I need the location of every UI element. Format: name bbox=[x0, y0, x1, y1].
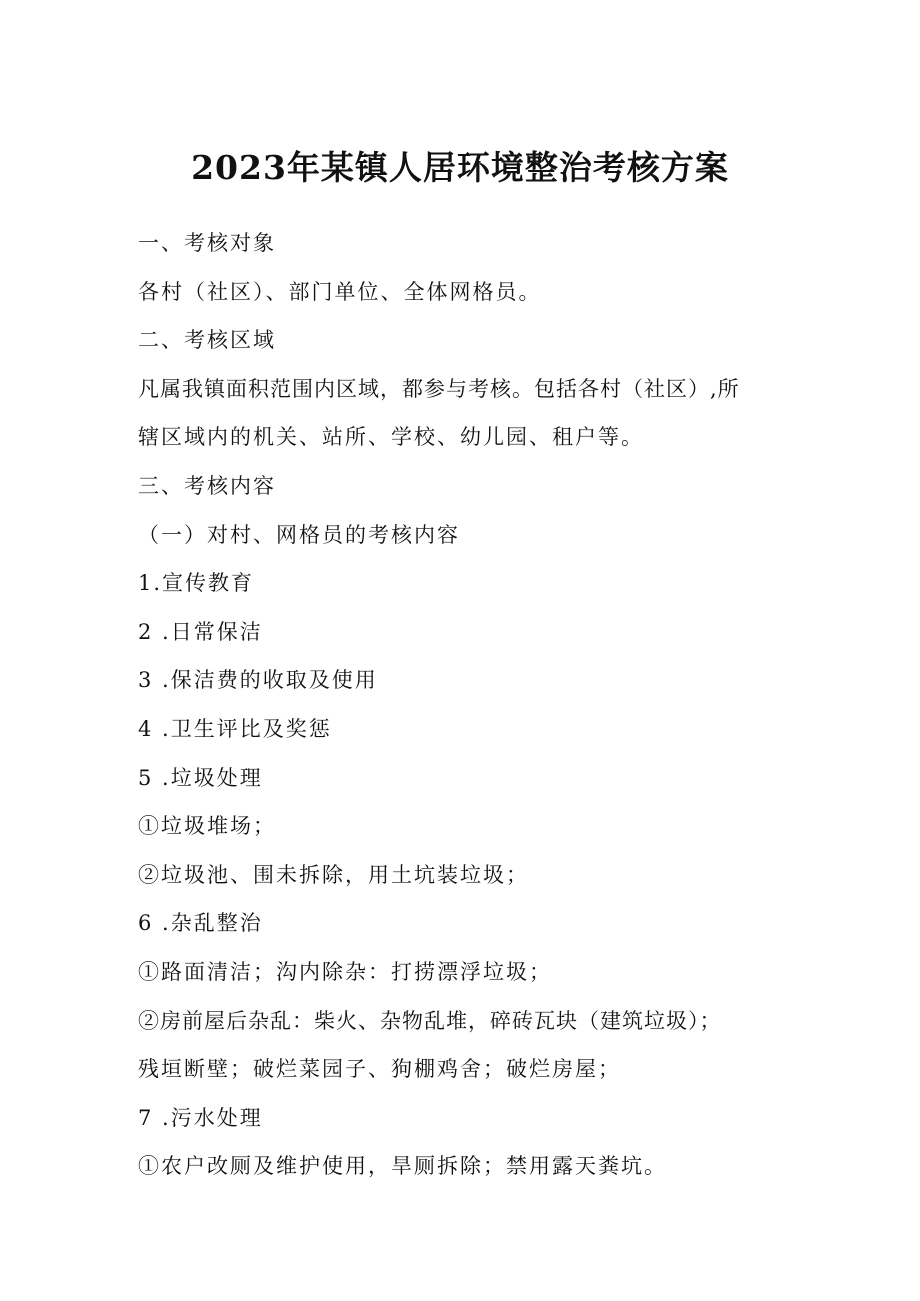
paragraph-line: 辖区域内的机关、站所、学校、幼儿园、租户等。 bbox=[138, 425, 644, 450]
sub-item: ①农户改厕及维护使用，旱厕拆除；禁用露天粪坑。 bbox=[138, 1154, 667, 1179]
document-title: 2023年某镇人居环境整治考核方案 bbox=[191, 148, 729, 187]
list-item: 3 .保洁费的收取及使用 bbox=[138, 668, 378, 693]
list-item: 1.宣传教育 bbox=[138, 571, 255, 596]
list-item: 5 .垃圾处理 bbox=[138, 765, 263, 790]
list-item: 2 .日常保洁 bbox=[138, 619, 263, 644]
section-heading-3: 三、考核内容 bbox=[138, 473, 276, 498]
document-body bbox=[138, 225, 788, 1197]
list-item: 6 .杂乱整治 bbox=[138, 911, 263, 936]
paragraph-line: 残垣断壁；破烂菜园子、狗棚鸡舍；破烂房屋； bbox=[138, 1057, 621, 1082]
list-item: 4 .卫生评比及奖惩 bbox=[138, 716, 332, 741]
section-heading-2: 二、考核区域 bbox=[138, 328, 276, 353]
sub-item: ①路面清洁；沟内除杂：打捞漂浮垃圾； bbox=[138, 959, 552, 984]
section-heading-1: 一、考核对象 bbox=[138, 231, 276, 255]
paragraph-line: 各村（社区）、部门单位、全体网格员。 bbox=[138, 279, 542, 304]
sub-item: ②垃圾池、围未拆除，用土坑装垃圾； bbox=[138, 862, 529, 887]
sub-item: ①垃圾堆场； bbox=[138, 814, 276, 839]
paragraph-line: 凡属我镇面积范围内区域，都参与考核。包括各村（社区）,所 bbox=[138, 376, 740, 401]
sub-item: ②房前屋后杂乱：柴火、杂物乱堆，碎砖瓦块（建筑垃圾）； bbox=[138, 1008, 722, 1033]
list-item: 7 .污水处理 bbox=[138, 1105, 263, 1130]
subsection-heading: （一）对村、网格员的考核内容 bbox=[138, 522, 460, 547]
